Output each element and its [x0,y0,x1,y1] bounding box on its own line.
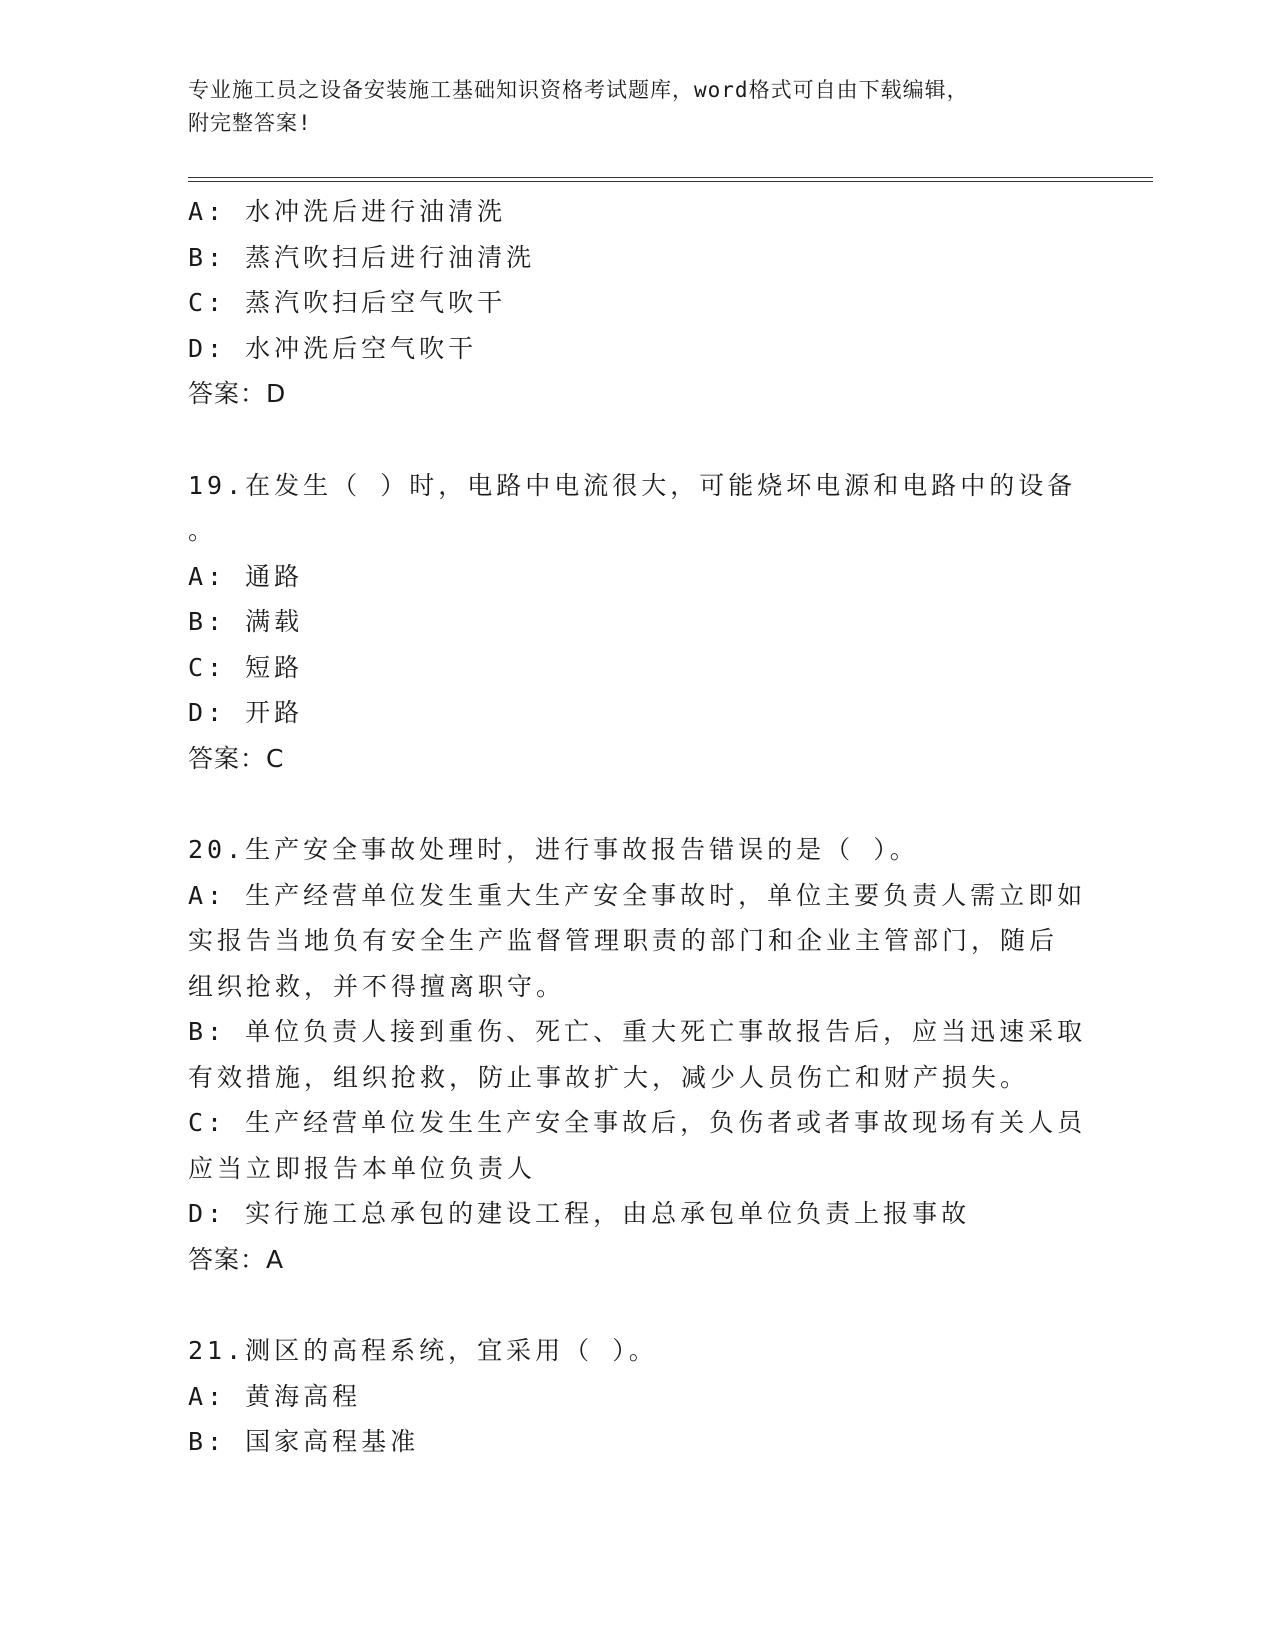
question-18 [188,189,1068,417]
option-d: D: 实行施工总承包的建设工程，由总承包单位负责上报事故 [188,1199,971,1228]
option-d: D: 水冲洗后空气吹干 [188,333,478,363]
question-text-continued: 。 [188,516,218,545]
option-b: B: 满载 [188,607,304,636]
answer: 答案：D [188,379,287,408]
option-d: D: 开路 [188,698,304,727]
header-line-1: 专业施工员之设备安装施工基础知识资格考试题库，word格式可自由下载编辑， [188,78,969,102]
option-a: A: 水冲洗后进行油清洗 [188,197,507,226]
question-text: 21.测区的高程系统，宜采用（ ）。 [188,1336,658,1365]
option-a: A: 通路 [188,561,304,591]
question-20 [188,827,1087,1282]
option-c-line-1: C: 生产经营单位发生生产安全事故后，负伤者或者事故现场有关人员 [188,1108,1087,1137]
option-c: C: 短路 [188,652,304,682]
option-b-line-1: B: 单位负责人接到重伤、死亡、重大死亡事故报告后，应当迅速采取 [188,1017,1087,1046]
option-a: A: 黄海高程 [188,1381,362,1411]
answer: 答案：A [188,1244,285,1274]
option-b-line-2: 有效措施，组织抢救，防止事故扩大，减少人员伤亡和财产损失。 [188,1062,1030,1092]
question-21 [188,1328,1068,1465]
option-c-line-2: 应当立即报告本单位负责人 [188,1153,537,1183]
option-a-line-1: A: 生产经营单位发生重大生产安全事故时，单位主要负责人需立即如 [188,880,1087,910]
question-text: 20.生产安全事故处理时，进行事故报告错误的是（ ）。 [188,835,919,864]
option-a-line-3: 组织抢救，并不得擅离职守。 [188,971,566,1001]
document-header [188,74,1088,140]
answer: 答案：C [188,743,285,773]
option-c: C: 蒸汽吹扫后空气吹干 [188,288,507,317]
option-b: B: 蒸汽吹扫后进行油清洗 [188,242,536,272]
header-divider [188,177,1153,182]
question-text: 19.在发生（ ）时，电路中电流很大，可能烧坏电源和电路中的设备 [188,470,1077,500]
option-b: B: 国家高程基准 [188,1427,420,1456]
header-line-2: 附完整答案! [188,111,312,135]
question-19 [188,463,1077,782]
question-content [188,189,1087,1465]
option-a-line-2: 实报告当地负有安全生产监督管理职责的部门和企业主管部门，随后 [188,926,1059,955]
